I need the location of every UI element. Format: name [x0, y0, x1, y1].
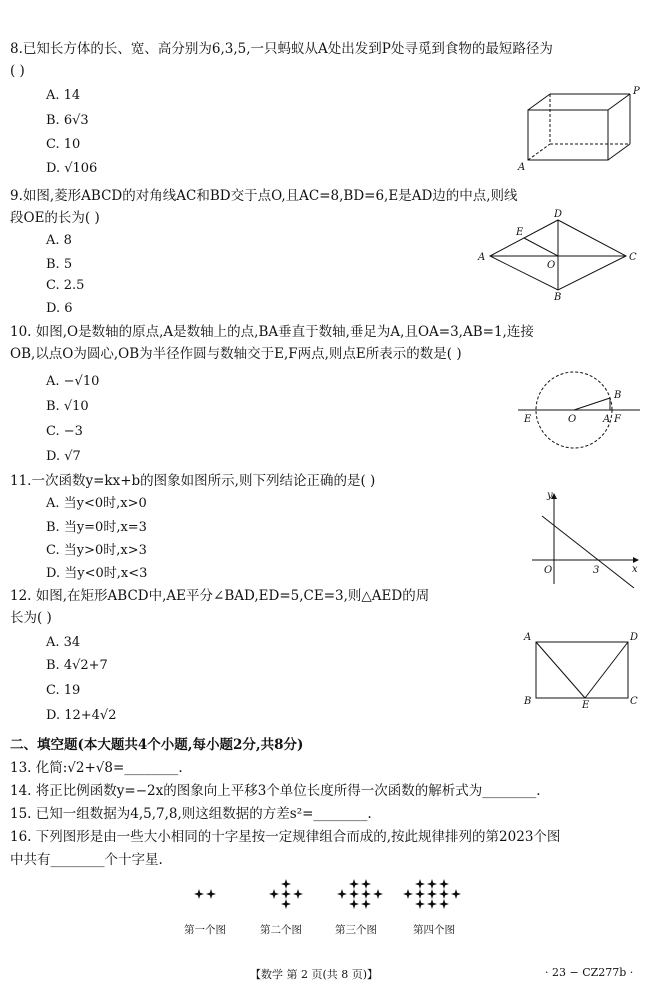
q11-option-d: D. 当y<0时,x<3	[46, 566, 148, 581]
q16-star-patterns	[180, 878, 480, 920]
segment-oe	[524, 238, 558, 256]
q11-stem-line1: 11.一次函数y=kx+b的图象如图所示,则下列结论正确的是( )	[10, 473, 376, 489]
pattern-2	[269, 879, 303, 909]
q8-cuboid-figure	[512, 84, 644, 174]
cross-star	[451, 889, 461, 899]
q9-option-c: C. 2.5	[46, 278, 85, 293]
q12-label-c: C	[630, 696, 638, 707]
q9-option-d: D. 6	[46, 301, 73, 316]
cross-star	[427, 879, 437, 889]
cross-star	[415, 899, 425, 909]
q12-stem-line2: 长为( )	[10, 610, 52, 626]
q9-label-o: O	[547, 260, 556, 271]
q9-label-e: E	[516, 227, 524, 238]
q16-stem-line2: 中共有________个十字星.	[10, 852, 163, 868]
pattern-1	[194, 889, 216, 899]
cuboid-edge	[608, 94, 630, 110]
cross-star	[349, 899, 359, 909]
cuboid-edge	[608, 144, 630, 160]
q10-stem-line2: OB,以点O为圆心,OB为半径作圆与数轴交于E,F两点,则点E所表示的数是( )	[10, 346, 462, 362]
cross-star	[439, 889, 449, 899]
q8-label-p: P	[633, 86, 640, 97]
cross-star	[361, 879, 371, 889]
cross-star	[269, 889, 279, 899]
q16-caption-3: 第三个图	[335, 924, 377, 936]
q10-label-e: E	[524, 414, 532, 425]
cross-star	[206, 889, 216, 899]
q11-label-y: y	[547, 490, 553, 501]
q10-label-o: O	[568, 414, 577, 425]
cuboid-edge	[528, 94, 550, 110]
q16-caption-2: 第二个图	[260, 924, 302, 936]
q14-stem: 14. 将正比例函数y=−2x的图象向上平移3个单位长度所得一次函数的解析式为________.	[10, 783, 541, 799]
cross-star	[194, 889, 204, 899]
cross-star	[415, 879, 425, 889]
q9-label-a: A	[478, 252, 486, 263]
section-2-title: 二、填空题(本大题共4个小题,每小题2分,共8分)	[10, 737, 304, 753]
q10-label-b: B	[614, 390, 622, 401]
cross-star	[349, 889, 359, 899]
cross-star	[427, 889, 437, 899]
page-footer-center: 【数学 第 2 页(共 8 页)】	[250, 968, 379, 981]
q12-stem-line1: 12. 如图,在矩形ABCD中,AE平分∠BAD,ED=5,CE=3,则△AED的周	[10, 588, 430, 604]
q8-option-b: B. 6√3	[46, 113, 89, 128]
q12-label-e: E	[582, 700, 590, 710]
q12-option-d: D. 12+4√2	[46, 708, 117, 723]
q16-stem-line1: 16. 下列图形是由一些大小相同的十字星按一定规律组合而成的,按此规律排列的第2023个图	[10, 829, 561, 845]
function-line	[542, 516, 634, 588]
q11-option-a: A. 当y<0时,x>0	[46, 496, 147, 511]
cross-star	[337, 889, 347, 899]
cross-star	[427, 899, 437, 909]
q8-stem-line1: 8.已知长方体的长、宽、高分别为6,3,5,一只蚂蚁从A处出发到P处寻觅到食物的最短路径为	[10, 41, 553, 57]
q12-rectangle-figure	[516, 628, 642, 710]
q9-stem-line1: 9.如图,菱形ABCD的对角线AC和BD交于点O,且AC=8,BD=6,E是AD边的中点,则线	[10, 188, 518, 204]
q9-label-c: C	[629, 252, 637, 263]
q9-label-d: D	[554, 209, 563, 220]
pattern-3	[337, 879, 383, 909]
q10-option-b: B. √10	[46, 399, 89, 414]
cross-star	[293, 889, 303, 899]
q15-stem: 15. 已知一组数据为4,5,7,8,则这组数据的方差s²=________.	[10, 806, 372, 822]
q16-caption-4: 第四个图	[413, 924, 455, 936]
q10-option-a: A. −√10	[46, 374, 100, 389]
q11-linear-function-graph	[530, 488, 644, 588]
q10-option-d: D. √7	[46, 449, 81, 464]
q8-option-a: A. 14	[46, 88, 81, 103]
q12-option-b: B. 4√2+7	[46, 658, 108, 673]
q11-option-b: B. 当y=0时,x=3	[46, 520, 147, 535]
cross-star	[361, 899, 371, 909]
q12-label-a: A	[524, 632, 532, 643]
q8-label-a: A	[518, 162, 526, 173]
q11-label-origin: O	[544, 565, 553, 576]
q10-number-line-figure	[514, 364, 644, 458]
cross-star	[281, 889, 291, 899]
q12-option-a: A. 34	[46, 635, 81, 650]
q10-stem-line1: 10. 如图,O是数轴的原点,A是数轴上的点,BA垂直于数轴,垂足为A,且OA=3,AB=1,连接	[10, 324, 534, 340]
q12-label-d: D	[630, 632, 639, 643]
cross-star	[349, 879, 359, 889]
q8-option-d: D. √106	[46, 161, 98, 176]
q9-rhombus-figure	[474, 206, 642, 302]
q12-option-c: C. 19	[46, 683, 81, 698]
q9-option-a: A. 8	[46, 233, 72, 248]
cross-star	[439, 879, 449, 889]
cross-star	[281, 879, 291, 889]
cuboid-hidden-edge	[528, 144, 550, 160]
cross-star	[415, 889, 425, 899]
cross-star	[361, 889, 371, 899]
q10-label-a: A	[603, 414, 611, 425]
q10-option-c: C. −3	[46, 424, 83, 439]
cross-star	[373, 889, 383, 899]
q8-stem-line2: ( )	[10, 63, 25, 79]
segment-ob	[574, 398, 610, 410]
cross-star	[403, 889, 413, 899]
q8-option-c: C. 10	[46, 137, 81, 152]
cuboid-front-face	[528, 110, 608, 160]
q10-label-f: F	[614, 414, 621, 425]
q9-stem-line2: 段OE的长为( )	[10, 210, 100, 226]
pattern-4	[403, 879, 461, 909]
segment-ae	[536, 642, 585, 698]
cross-star	[439, 899, 449, 909]
q13-stem: 13. 化简:√2+√8=________.	[10, 760, 183, 776]
q11-label-three: 3	[593, 565, 600, 576]
q11-label-x: x	[632, 564, 638, 575]
q11-option-c: C. 当y>0时,x>3	[46, 543, 147, 558]
q12-label-b: B	[524, 696, 532, 707]
cross-star	[281, 899, 291, 909]
q9-label-b: B	[554, 292, 562, 302]
segment-de	[585, 642, 628, 698]
q16-caption-1: 第一个图	[184, 924, 226, 936]
q9-option-b: B. 5	[46, 257, 73, 272]
page-footer-code: · 23 − CZ277b ·	[545, 966, 634, 979]
rectangle-abcd	[536, 642, 628, 698]
